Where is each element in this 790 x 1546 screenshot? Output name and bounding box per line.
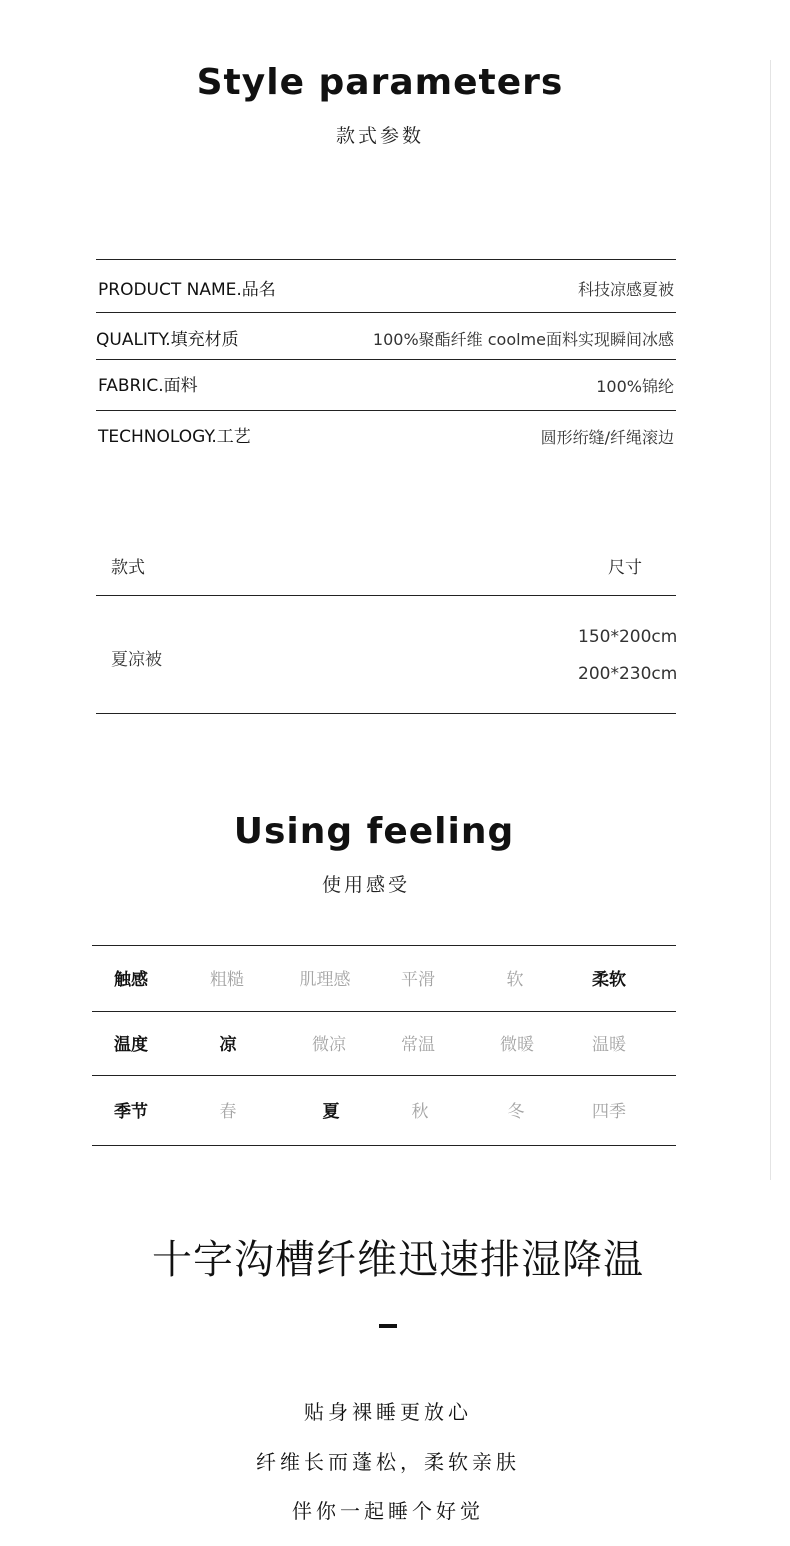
feeling-option: 微暖 (500, 1035, 534, 1055)
right-edge-rule (770, 60, 771, 1180)
divider (96, 259, 676, 260)
param-value: 圆形绗缝/纤绳滚边 (540, 428, 674, 447)
feeling-option: 微凉 (312, 1035, 346, 1055)
param-value: 100%聚酯纤维 coolme面料实现瞬间冰感 (372, 330, 674, 349)
separator-dash (379, 1324, 397, 1328)
feeling-option: 常温 (401, 1035, 435, 1055)
feeling-subtitle: 使用感受 (321, 874, 410, 896)
feeling-row-label: 季节 (114, 1102, 148, 1122)
feeling-option: 肌理感 (299, 970, 351, 990)
tagline: 伴你一起睡个好觉 (292, 1499, 484, 1523)
divider (96, 312, 676, 313)
feeling-row-label: 触感 (114, 970, 148, 990)
feeling-option: 四季 (592, 1102, 626, 1122)
param-key: TECHNOLOGY.工艺 (98, 427, 251, 447)
param-key: FABRIC.面料 (98, 376, 198, 396)
feeling-title: Using feeling (233, 811, 515, 852)
size-value: 150*200cm (578, 627, 678, 647)
feeling-option-selected: 夏 (322, 1102, 340, 1122)
feeling-option: 软 (506, 970, 524, 990)
size-col-size-header: 尺寸 (608, 558, 642, 578)
size-value: 200*230cm (578, 664, 678, 684)
feeling-row-texture (92, 948, 676, 1012)
param-key: PRODUCT NAME.品名 (98, 280, 276, 300)
param-key: QUALITY.填充材质 (96, 330, 239, 350)
divider (92, 1145, 676, 1146)
feeling-row-season (92, 1080, 676, 1144)
divider (96, 713, 676, 714)
feeling-row-label: 温度 (114, 1035, 148, 1055)
param-value: 科技凉感夏被 (577, 280, 674, 299)
feeling-option: 温暖 (592, 1035, 626, 1055)
tagline: 纤维长而蓬松，柔软亲肤 (256, 1450, 520, 1474)
divider (96, 595, 676, 596)
feeling-option-selected: 柔软 (592, 970, 626, 990)
feeling-option: 平滑 (401, 970, 435, 990)
divider (96, 359, 676, 360)
divider (92, 1011, 676, 1012)
feeling-option: 粗糙 (210, 970, 244, 990)
feeling-option-selected: 凉 (219, 1035, 237, 1055)
divider (92, 1075, 676, 1076)
style-title: Style parameters (196, 62, 564, 103)
param-value: 100%锦纶 (596, 377, 674, 396)
divider (92, 945, 676, 946)
headline: 十字沟槽纤维迅速排湿降温 (152, 1237, 644, 1283)
size-col-style-header: 款式 (111, 558, 145, 578)
feeling-row-temperature (92, 1013, 676, 1077)
divider (96, 410, 676, 411)
tagline: 贴身裸睡更放心 (304, 1400, 472, 1424)
style-subtitle: 款式参数 (335, 125, 424, 147)
feeling-option: 冬 (507, 1102, 525, 1122)
feeling-option: 春 (219, 1102, 237, 1122)
size-style-value: 夏凉被 (111, 650, 162, 670)
feeling-option: 秋 (411, 1102, 429, 1122)
